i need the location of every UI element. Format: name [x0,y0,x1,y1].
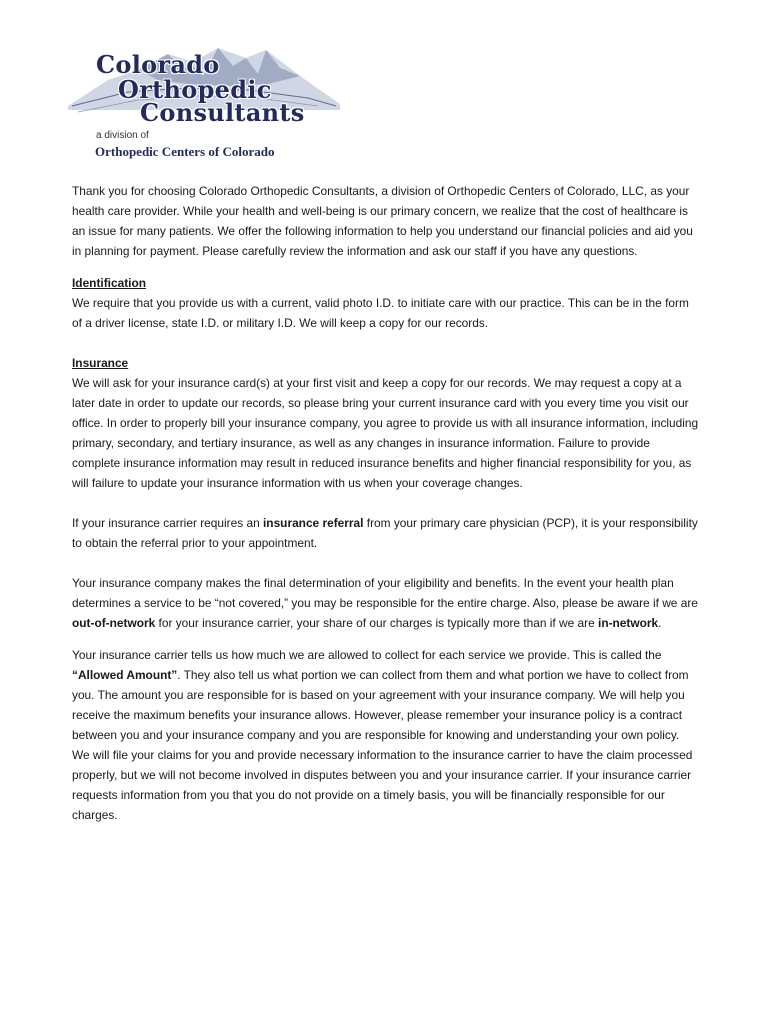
identification-heading: Identification [72,276,146,290]
in-network-term: in-network [598,616,659,630]
allowed-amount-paragraph: Your insurance carrier tells us how much we are allowed to collect for each service we provide. This is called the “Allowed Amount”. They also tell us what portion we can collect from them and what portion we have to collect from you. The amount you are responsible for is based on your agreement with your insurance company. We will help you receive the maximum benefits your insurance allows. However, please remember your insurance policy is a contract between you and your insurance company and you are responsible for knowing and understanding your own policy. We will file your claims for you and provide necessary information to the insurance carrier to have the claim processed properly, but we will not become involved in disputes between you and your insurance carrier. If your insurance carrier requests information from you that you do not provide on a timely basis, you will be financially responsible for our charges. [72,648,693,822]
insurance-referral-paragraph: If your insurance carrier requires an insurance referral from your primary care physician (PCP), it is your responsibility to obtain the referral prior to your appointment. [72,516,698,550]
insurance-heading: Insurance [72,356,129,370]
company-logo [68,40,340,164]
identification-paragraph: We require that you provide us with a current, valid photo I.D. to initiate care with our practice. This can be in the form of a driver license, state I.D. or military I.D. We will keep a copy for our records. [72,296,689,330]
eligibility-paragraph: Your insurance company makes the final determination of your eligibility and benefits. In the event your health plan determines a service to be “not covered,” you may be responsible for the entire charge. Also, please be aware if we are out-of-network for your insurance carrier, your share of our charges is typically more than if we are in-network. [72,576,698,630]
logo-line-consultants: Consultants [140,98,305,127]
insurance-referral-term: insurance referral [263,516,364,530]
insurance-paragraph-1: We will ask for your insurance card(s) at your first visit and keep a copy for our records. We may request a copy at a later date in order to update our records, so please bring your current insurance card with you every time you visit our office. In order to properly bill your insurance company, you agree to provide us with all insurance information, including primary, secondary, and tertiary insurance, as well as any changes in insurance information. Failure to provide complete insurance information may result in reduced insurance benefits and higher financial responsibility for you, as will failure to update your insurance information with us when your coverage changes. [72,376,699,490]
intro-paragraph: Thank you for choosing Colorado Orthopedic Consultants, a division of Orthopedic Centers of Colorado, LLC, as your health care provider. While your health and well-being is our primary concern, we realize that the cost of healthcare is an issue for many patients. We offer the following information to help you understand our financial policies and aid you in planning for payment. Please carefully review the information and ask our staff if you have any questions. [72,184,693,258]
out-of-network-term: out-of-network [72,616,156,630]
logo-line-orthopedic: Orthopedic [118,75,272,104]
allowed-amount-term: “Allowed Amount” [72,668,178,682]
policy-body [72,181,700,825]
division-label: a division of [96,130,149,141]
division-name: Orthopedic Centers of Colorado [95,144,275,159]
logo-line-colorado: Colorado [96,50,220,79]
